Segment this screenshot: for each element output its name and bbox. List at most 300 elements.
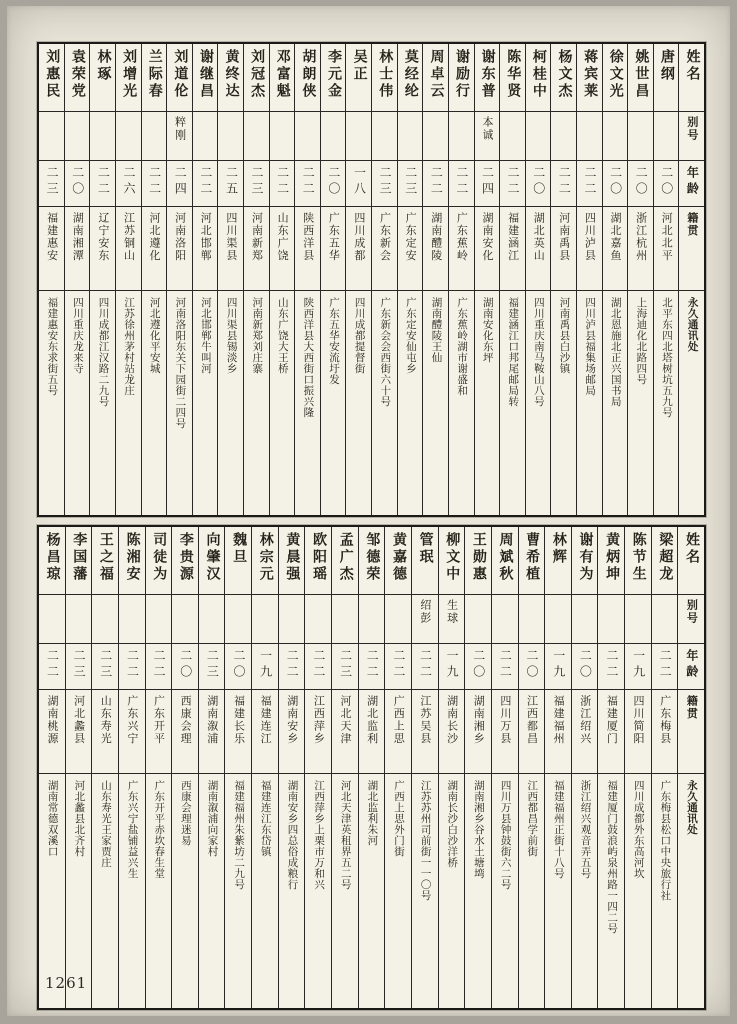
person-entry-column	[499, 44, 525, 515]
person-address-cell	[193, 291, 218, 515]
person-origin-cell	[654, 207, 679, 291]
person-entry-column	[224, 527, 251, 1008]
person-entry-column	[345, 44, 371, 515]
header-address-label: 永久通讯处	[686, 780, 699, 835]
person-name: 司徒为	[151, 532, 168, 583]
person-alias-cell	[252, 595, 278, 644]
person-name: 林宗元	[257, 532, 274, 583]
person-age-cell	[551, 161, 576, 207]
person-origin: 四川泸县	[583, 212, 597, 262]
person-alias-cell	[119, 595, 145, 644]
person-name: 杨昌琼	[44, 532, 61, 583]
person-entry-column	[198, 527, 225, 1008]
person-entry-column	[651, 527, 678, 1008]
person-name-cell	[252, 527, 278, 595]
person-address-cell	[225, 774, 251, 1008]
person-name-cell	[545, 527, 571, 595]
person-alias-cell	[359, 595, 385, 644]
person-alias-cell	[321, 112, 346, 161]
person-name: 谢励行	[454, 49, 471, 100]
person-address: 湖南溆浦向家村	[206, 780, 219, 857]
person-alias-cell	[654, 112, 679, 161]
person-name: 刘增光	[121, 49, 138, 100]
person-age: 二二	[147, 166, 162, 198]
person-age: 二二	[454, 166, 469, 198]
person-age: 二二	[658, 649, 673, 681]
person-entry-column	[518, 527, 545, 1008]
person-entry-column	[525, 44, 551, 515]
person-name-cell	[199, 527, 225, 595]
person-age: 二二	[498, 649, 513, 681]
person-alias-cell	[167, 112, 192, 161]
person-entry-column	[448, 44, 474, 515]
person-address: 浙江绍兴观音弄五号	[579, 780, 592, 879]
header-address-cell	[679, 291, 704, 515]
person-age-cell	[39, 644, 65, 690]
person-origin: 湖南长沙	[445, 695, 459, 745]
person-name-cell	[385, 527, 411, 595]
person-age: 二〇	[578, 649, 593, 681]
person-age: 二二	[418, 649, 433, 681]
person-origin-cell	[119, 690, 145, 774]
person-age-cell	[577, 161, 602, 207]
person-origin: 湖南醴陵	[429, 212, 443, 262]
header-origin-cell	[679, 207, 704, 291]
person-alias-cell	[519, 595, 545, 644]
person-entry-column	[115, 44, 141, 515]
person-alias-cell	[90, 112, 115, 161]
person-name: 陈华贤	[505, 49, 522, 100]
person-address-cell	[305, 774, 331, 1008]
person-origin-cell	[545, 690, 571, 774]
person-alias: 绍彭	[418, 599, 432, 625]
header-age-cell	[678, 644, 704, 690]
person-name-cell	[625, 527, 651, 595]
person-age: 二三	[378, 166, 393, 198]
person-origin: 河南洛阳	[173, 212, 187, 262]
person-age: 二三	[45, 166, 60, 198]
person-name-cell	[167, 44, 192, 112]
person-origin-cell	[142, 207, 167, 291]
person-address: 福建福州正街十八号	[552, 780, 565, 879]
person-age: 二〇	[525, 649, 540, 681]
person-alias: 生球	[445, 599, 459, 625]
person-origin-cell	[146, 690, 172, 774]
person-address-cell	[332, 774, 358, 1008]
person-alias-cell	[625, 595, 651, 644]
person-origin: 湖北嘉鱼	[609, 212, 623, 262]
person-address: 福建惠安东求街五号	[46, 297, 59, 396]
person-alias-cell	[545, 595, 571, 644]
person-name-cell	[244, 44, 269, 112]
person-entry-column	[269, 44, 295, 515]
person-entry-column	[602, 44, 628, 515]
person-entry-column	[89, 44, 115, 515]
person-age-cell	[199, 644, 225, 690]
person-address-cell	[116, 291, 141, 515]
person-origin-cell	[526, 207, 551, 291]
person-age: 二〇	[471, 649, 486, 681]
person-address-cell	[598, 774, 624, 1008]
person-age-cell	[119, 644, 145, 690]
person-entry-column	[371, 44, 397, 515]
person-entry-column	[141, 44, 167, 515]
person-address: 广东五华安流圩发	[328, 297, 341, 385]
person-age: 二〇	[634, 166, 649, 198]
person-entry-column	[422, 44, 448, 515]
person-origin: 福建连江	[259, 695, 273, 745]
person-name: 蒋宾莱	[582, 49, 599, 100]
person-address-cell	[172, 774, 198, 1008]
person-address-cell	[199, 774, 225, 1008]
person-address-cell	[92, 774, 118, 1008]
person-address-cell	[475, 291, 500, 515]
person-entry-column	[331, 527, 358, 1008]
person-name: 黄嘉德	[390, 532, 407, 583]
person-address-cell	[526, 291, 551, 515]
person-name-cell	[172, 527, 198, 595]
person-origin-cell	[652, 690, 678, 774]
person-address: 湖南湘乡谷水土塘塆	[472, 780, 485, 879]
directory-table-bottom	[37, 525, 706, 1010]
person-entry-column	[192, 44, 218, 515]
person-age-cell	[492, 644, 518, 690]
person-name: 梁超龙	[657, 532, 674, 583]
person-age-cell	[92, 644, 118, 690]
person-age-cell	[305, 644, 331, 690]
person-entry-column	[384, 527, 411, 1008]
person-alias-cell	[295, 112, 320, 161]
person-origin: 四川万县	[498, 695, 512, 745]
page-number: 1261	[45, 974, 88, 992]
person-age-cell	[332, 644, 358, 690]
person-age-cell	[146, 644, 172, 690]
person-age: 二三	[205, 649, 220, 681]
person-address: 江西萍乡上栗市万和兴	[313, 780, 326, 890]
person-address: 广东梅县松口中央旅行社	[659, 780, 672, 901]
person-age: 一九	[258, 649, 273, 681]
person-alias-cell	[244, 112, 269, 161]
person-alias-cell	[270, 112, 295, 161]
person-alias-cell	[385, 595, 411, 644]
person-age: 二〇	[608, 166, 623, 198]
person-name-cell	[398, 44, 423, 112]
person-address: 河北邯郸牛叫河	[199, 297, 212, 374]
person-age-cell	[172, 644, 198, 690]
person-origin: 广东五华	[327, 212, 341, 262]
person-origin-cell	[449, 207, 474, 291]
person-alias-cell	[526, 112, 551, 161]
person-address: 福建厦门鼓浪屿泉州路一四二号	[606, 780, 619, 934]
person-origin-cell	[199, 690, 225, 774]
person-origin-cell	[279, 690, 305, 774]
person-age-cell	[167, 161, 192, 207]
person-address-cell	[492, 774, 518, 1008]
person-age: 二二	[429, 166, 444, 198]
person-alias-cell	[305, 595, 331, 644]
person-age-cell	[500, 161, 525, 207]
person-address-cell	[628, 291, 653, 515]
person-entry-column	[304, 527, 331, 1008]
person-entry-column	[653, 44, 679, 515]
person-name: 李贵源	[177, 532, 194, 583]
person-origin: 福建长乐	[232, 695, 246, 745]
person-age-cell	[423, 161, 448, 207]
person-origin-cell	[628, 207, 653, 291]
person-entry-column	[464, 527, 491, 1008]
person-entry-column	[39, 44, 64, 515]
person-alias-cell	[193, 112, 218, 161]
person-entry-column	[65, 527, 92, 1008]
person-address-cell	[625, 774, 651, 1008]
person-name-cell	[270, 44, 295, 112]
person-name: 王之福	[97, 532, 114, 583]
person-age-cell	[625, 644, 651, 690]
person-origin-cell	[172, 690, 198, 774]
person-address: 北平东四北塔树坑五九号	[660, 297, 673, 418]
person-age: 二三	[338, 649, 353, 681]
person-name-cell	[90, 44, 115, 112]
directory-table-top	[37, 42, 706, 517]
person-age: 二〇	[70, 166, 85, 198]
person-origin-cell	[475, 207, 500, 291]
person-entry-column	[118, 527, 145, 1008]
person-age-cell	[39, 161, 64, 207]
person-origin: 福建涵江	[506, 212, 520, 262]
person-age-cell	[66, 644, 92, 690]
person-name: 李元金	[326, 49, 342, 100]
person-origin-cell	[572, 690, 598, 774]
person-entry-column	[171, 527, 198, 1008]
person-origin: 江苏吴县	[418, 695, 432, 745]
person-origin: 福建惠安	[45, 212, 59, 262]
person-address: 福建涵江口邦尾邮局转	[507, 297, 520, 407]
person-age: 二二	[198, 166, 213, 198]
person-alias-cell	[475, 112, 500, 161]
person-origin: 河北蠡县	[72, 695, 86, 745]
header-alias-cell	[678, 595, 704, 644]
person-alias-cell	[372, 112, 397, 161]
header-name-cell	[679, 44, 704, 112]
person-origin: 湖南桃源	[45, 695, 59, 745]
person-origin-cell	[252, 690, 278, 774]
person-entry-column	[166, 44, 192, 515]
person-age-cell	[193, 161, 218, 207]
person-address-cell	[654, 291, 679, 515]
person-age: 二五	[224, 166, 239, 198]
person-origin-cell	[598, 690, 624, 774]
person-entry-column	[243, 44, 269, 515]
person-address-cell	[439, 774, 465, 1008]
person-age: 二二	[311, 649, 326, 681]
person-address-cell	[90, 291, 115, 515]
person-address: 四川成都外东高河坎	[632, 780, 645, 879]
person-entry-column	[320, 44, 346, 515]
person-age-cell	[465, 644, 491, 690]
person-name-cell	[225, 527, 251, 595]
person-name-cell	[218, 44, 243, 112]
person-address: 广东开平赤坎春生堂	[153, 780, 166, 879]
person-address: 湖南常德双溪口	[46, 780, 59, 857]
person-name: 徐文光	[607, 49, 624, 100]
person-alias-cell	[172, 595, 198, 644]
person-name-cell	[142, 44, 167, 112]
person-origin: 山东寿光	[99, 695, 113, 745]
person-entry-column	[571, 527, 598, 1008]
person-name: 陈节生	[630, 532, 647, 583]
person-address-cell	[66, 774, 92, 1008]
person-address: 江苏苏州司前街一一〇号	[419, 780, 432, 901]
person-name: 陈湘安	[124, 532, 141, 583]
person-age-cell	[252, 644, 278, 690]
person-age: 二三	[98, 649, 113, 681]
person-age-cell	[142, 161, 167, 207]
person-address: 四川万县钟鼓街六二号	[499, 780, 512, 890]
person-name: 林辉	[550, 532, 567, 566]
person-name: 谢继昌	[197, 49, 214, 100]
person-origin: 福建厦门	[605, 695, 619, 745]
person-address-cell	[279, 774, 305, 1008]
person-origin: 福建福州	[552, 695, 566, 745]
person-origin-cell	[116, 207, 141, 291]
table-header-column	[677, 527, 704, 1008]
person-age-cell	[321, 161, 346, 207]
person-age: 二二	[506, 166, 521, 198]
person-age-cell	[218, 161, 243, 207]
person-address: 湖南长沙白沙洋桥	[446, 780, 459, 868]
person-name-cell	[372, 44, 397, 112]
person-name-cell	[423, 44, 448, 112]
person-address: 山东寿光王家贾庄	[99, 780, 112, 868]
person-origin-cell	[92, 690, 118, 774]
person-address: 福建福州朱紫坊二九号	[233, 780, 246, 890]
person-age: 一九	[631, 649, 646, 681]
person-origin-cell	[167, 207, 192, 291]
person-name: 林琢	[95, 49, 112, 83]
person-origin-cell	[244, 207, 269, 291]
person-age: 一九	[551, 649, 566, 681]
person-address-cell	[146, 774, 172, 1008]
person-origin-cell	[372, 207, 397, 291]
person-entry-column	[358, 527, 385, 1008]
person-name-cell	[92, 527, 118, 595]
person-age: 二二	[391, 649, 406, 681]
person-address-cell	[359, 774, 385, 1008]
person-address-cell	[321, 291, 346, 515]
person-address-cell	[65, 291, 90, 515]
person-name: 管珉	[417, 532, 434, 566]
person-age-cell	[598, 644, 624, 690]
person-name-cell	[465, 527, 491, 595]
person-address-cell	[39, 291, 64, 515]
person-name-cell	[551, 44, 576, 112]
person-age-cell	[519, 644, 545, 690]
person-origin-cell	[65, 207, 90, 291]
person-age: 二二	[365, 649, 380, 681]
person-name: 李国藩	[71, 532, 88, 583]
person-origin: 湖南湘乡	[472, 695, 486, 745]
person-name: 柳文中	[444, 532, 461, 583]
person-origin: 山东广饶	[276, 212, 290, 262]
person-origin: 河北北平	[660, 212, 674, 262]
person-age-cell	[359, 644, 385, 690]
person-alias-cell	[142, 112, 167, 161]
person-origin: 湖南溆浦	[205, 695, 219, 745]
person-address: 上海迪化北路四号	[635, 297, 648, 385]
person-origin-cell	[519, 690, 545, 774]
person-alias-cell	[218, 112, 243, 161]
person-origin: 广东蕉岭	[455, 212, 469, 262]
person-name-cell	[439, 527, 465, 595]
person-address: 湖北监利朱河	[366, 780, 379, 846]
person-name: 黄晨强	[284, 532, 301, 583]
person-address: 河北遵化平安城	[148, 297, 161, 374]
person-origin-cell	[225, 690, 251, 774]
scanned-page	[7, 6, 730, 1016]
person-origin: 辽宁安东	[96, 212, 110, 262]
person-address: 河北天津英租界五二号	[339, 780, 352, 890]
person-address: 湖南安乡四总俗成粮行	[286, 780, 299, 890]
person-name: 邓富魁	[274, 49, 291, 100]
person-name-cell	[321, 44, 346, 112]
person-origin-cell	[492, 690, 518, 774]
person-entry-column	[91, 527, 118, 1008]
person-name-cell	[500, 44, 525, 112]
person-alias-cell	[332, 595, 358, 644]
person-address-cell	[218, 291, 243, 515]
person-age-cell	[244, 161, 269, 207]
person-alias-cell	[598, 595, 624, 644]
person-entry-column	[576, 44, 602, 515]
person-age-cell	[90, 161, 115, 207]
person-address: 河南禹县白沙镇	[558, 297, 571, 374]
person-address-cell	[423, 291, 448, 515]
person-age-cell	[398, 161, 423, 207]
person-alias-cell	[577, 112, 602, 161]
person-origin-cell	[305, 690, 331, 774]
person-name-cell	[412, 527, 438, 595]
person-name-cell	[519, 527, 545, 595]
person-age: 二二	[604, 649, 619, 681]
person-origin-cell	[423, 207, 448, 291]
person-origin: 浙江杭州	[634, 212, 648, 262]
person-name-cell	[295, 44, 320, 112]
person-name-cell	[346, 44, 371, 112]
person-entry-column	[294, 44, 320, 515]
person-name-cell	[193, 44, 218, 112]
person-address: 湖南醴陵王仙	[430, 297, 443, 363]
person-age-cell	[545, 644, 571, 690]
person-name-cell	[654, 44, 679, 112]
person-address: 湖北恩施北正兴国书局	[609, 297, 622, 407]
person-age-cell	[412, 644, 438, 690]
person-alias-cell	[439, 595, 465, 644]
person-name: 欧阳瑶	[311, 532, 328, 583]
person-origin-cell	[321, 207, 346, 291]
person-age-cell	[346, 161, 371, 207]
person-address-cell	[119, 774, 145, 1008]
person-address-cell	[252, 774, 278, 1008]
person-age-cell	[526, 161, 551, 207]
person-address: 广东新会会西街六十号	[379, 297, 392, 407]
person-alias-cell	[116, 112, 141, 161]
person-name-cell	[577, 44, 602, 112]
person-age-cell	[475, 161, 500, 207]
person-alias-cell	[39, 595, 65, 644]
person-age: 一八	[352, 166, 367, 198]
person-origin-cell	[398, 207, 423, 291]
person-origin-cell	[385, 690, 411, 774]
